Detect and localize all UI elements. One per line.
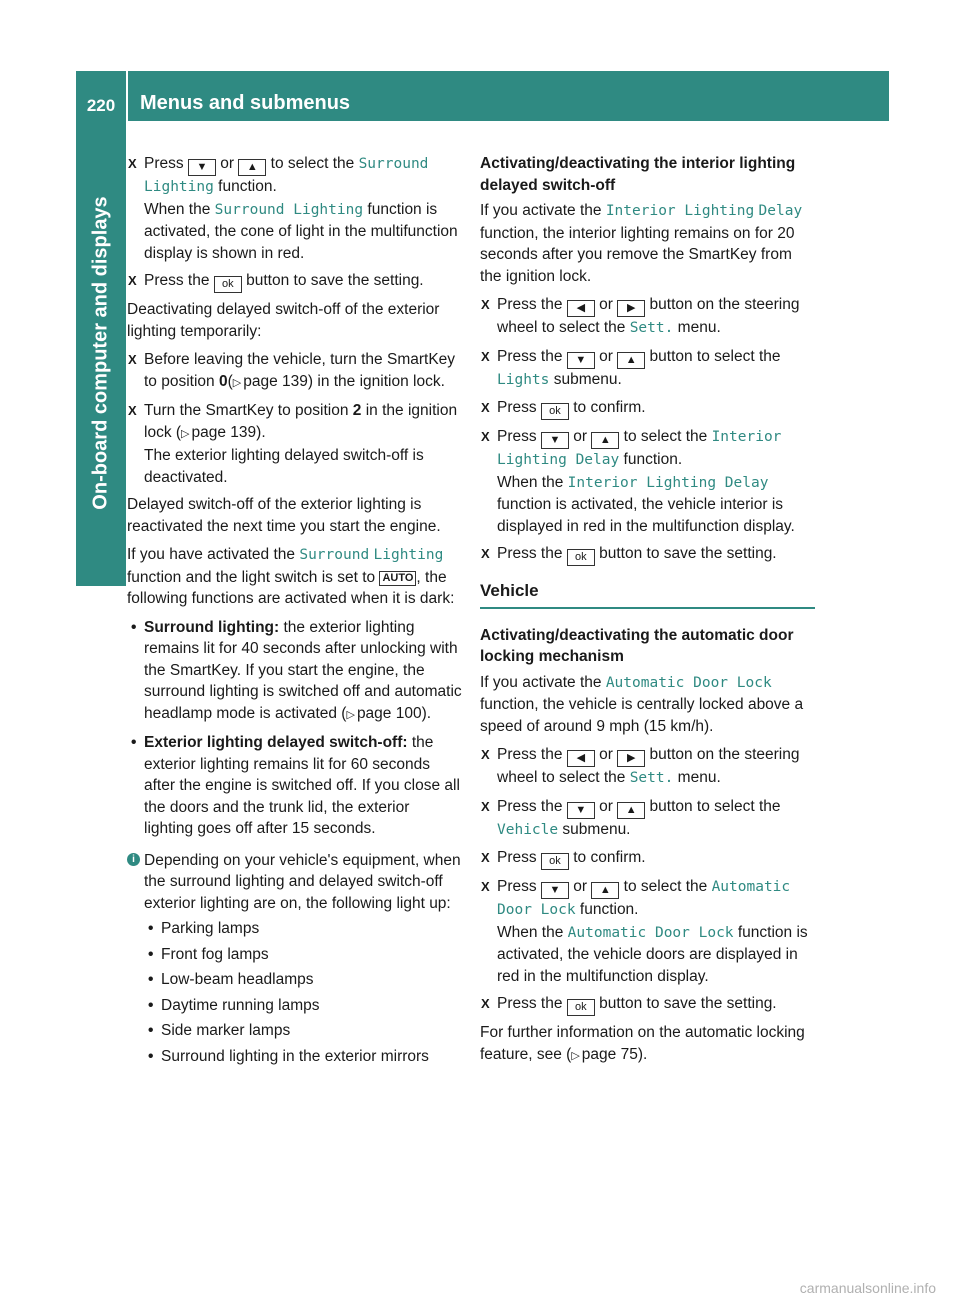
- step-select-sett: X Press the ◀ or ▶ button on the steering wheel to select the Sett. menu.: [480, 744, 815, 790]
- step-select-lights: X Press the ▼ or ▲ button to select the Lights submenu.: [480, 346, 815, 392]
- step-select-interior-delay: X Press ▼ or ▲ to select the Interior Lighting Delay function. When the Interior Lighting Delay function is activated, the vehicle interior is displayed in red in the multifunction display.: [480, 426, 815, 537]
- section-heading-door-lock: Activating/deactivating the automatic door locking mechanism: [480, 626, 794, 665]
- ok-button-icon: ok: [567, 999, 595, 1016]
- step-turn-key: X Turn the SmartKey to position 2 in the ignition lock (▷ page 139). The exterior lighting delayed switch-off is deactivated.: [127, 400, 462, 488]
- sidebar-label: On-board computer and displays: [89, 196, 112, 510]
- list-item: • Parking lamps: [144, 918, 462, 940]
- list-item: • Low-beam headlamps: [144, 969, 462, 991]
- menu-term: Interior Lighting Delay: [497, 429, 782, 468]
- down-arrow-icon: ▼: [567, 802, 595, 819]
- menu-term: Surround Lighting: [144, 156, 429, 195]
- list-item: • Daytime running lamps: [144, 995, 462, 1017]
- page-reference: ▷ page 139: [181, 424, 256, 441]
- paragraph: For further information on the automatic locking feature, see (▷ page 75).: [480, 1022, 815, 1067]
- menu-term: Automatic Door Lock: [605, 674, 772, 691]
- up-arrow-icon: ▲: [617, 352, 645, 369]
- page-number: 220: [76, 71, 126, 121]
- auto-switch-icon: AUTO: [379, 571, 416, 586]
- bullet-exterior-delayed: • Exterior lighting delayed switch-off: the exterior lighting remains lit for 60 seconds after the engine is switched off. If you close all the doors and the trunk lid, the exterior lighting goes off after 15 seconds.: [127, 732, 462, 840]
- step-save: X Press the ok button to save the setting.: [480, 543, 815, 566]
- up-arrow-icon: ▲: [617, 802, 645, 819]
- down-arrow-icon: ▼: [541, 882, 569, 899]
- info-note: i Depending on your vehicle's equipment, when the surround lighting and delayed switch-off exterior lighting are on, the following light up:: [127, 850, 462, 915]
- ok-button-icon: ok: [214, 276, 242, 293]
- menu-term: Surround Lighting: [214, 201, 364, 218]
- down-arrow-icon: ▼: [541, 432, 569, 449]
- step-save: X Press the ok button to save the setting.: [480, 993, 815, 1016]
- right-arrow-icon: ▶: [617, 300, 645, 317]
- ok-button-icon: ok: [541, 403, 569, 420]
- menu-term: Vehicle: [497, 821, 559, 838]
- watermark: carmanualsonline.info: [799, 1280, 936, 1296]
- menu-term: Sett.: [629, 320, 674, 336]
- step-select-door-lock: X Press ▼ or ▲ to select the Automatic Door Lock function. When the Automatic Door Lock function is activated, the vehicle doors are displayed in red in the multifunction display.: [480, 876, 815, 987]
- page-reference: ▷ page 139: [233, 373, 308, 390]
- menu-term: Sett.: [629, 770, 674, 786]
- step-confirm: X Press ok to confirm.: [480, 847, 815, 870]
- menu-term: Delay: [758, 203, 803, 219]
- left-column: [127, 153, 462, 1071]
- paragraph: If you activate the Interior Lighting Delay function, the interior lighting remains on for 20 seconds after you remove the SmartKey from the ignition lock.: [480, 202, 803, 285]
- menu-term: Lighting: [373, 547, 444, 563]
- ok-button-icon: ok: [567, 549, 595, 566]
- left-arrow-icon: ◀: [567, 300, 595, 317]
- menu-term: Lights: [497, 371, 550, 388]
- right-column: [480, 153, 815, 1074]
- bullet-surround-lighting: • Surround lighting: the exterior lighting remains lit for 40 seconds after unlocking with the SmartKey. If you start the engine, the surround lighting is switched off and automatic headlamp mode is activated (▷ page 100).: [127, 617, 462, 727]
- paragraph: Deactivating delayed switch-off of the exterior lighting temporarily:: [127, 301, 440, 340]
- page-reference: ▷ page 75: [571, 1046, 638, 1063]
- section-heading-interior: Activating/deactivating the interior lighting delayed switch-off: [480, 155, 796, 194]
- left-arrow-icon: ◀: [567, 750, 595, 767]
- up-arrow-icon: ▲: [591, 432, 619, 449]
- step-select-vehicle: X Press the ▼ or ▲ button to select the Vehicle submenu.: [480, 796, 815, 842]
- info-icon: i: [127, 853, 140, 866]
- up-arrow-icon: ▲: [591, 882, 619, 899]
- step-before-leaving: X Before leaving the vehicle, turn the SmartKey to position 0(▷ page 139) in the ignition lock.: [127, 349, 462, 394]
- paragraph: If you have activated the Surround Lighting function and the light switch is set to AUTO , the following functions are activated when it is dark:: [127, 546, 455, 607]
- step-confirm: X Press ok to confirm.: [480, 397, 815, 420]
- page-header: [76, 71, 889, 121]
- page-title: Menus and submenus: [128, 71, 889, 121]
- step-select-surround: X Press ▼ or ▲ to select the Surround Lighting function. When the Surround Lighting function is activated, the cone of light in the multifunction display is shown in red.: [127, 153, 462, 264]
- menu-term: Surround: [299, 547, 370, 563]
- sidebar: [76, 121, 126, 586]
- paragraph: If you activate the Automatic Door Lock function, the vehicle is centrally locked above a speed of around 9 mph (15 km/h).: [480, 673, 804, 735]
- lamp-list: [127, 918, 462, 1067]
- list-item: • Surround lighting in the exterior mirrors: [144, 1046, 462, 1068]
- up-arrow-icon: ▲: [238, 159, 266, 176]
- list-item: • Side marker lamps: [144, 1020, 462, 1042]
- menu-term: Interior Lighting: [605, 203, 755, 219]
- down-arrow-icon: ▼: [188, 159, 216, 176]
- section-title-vehicle: Vehicle: [480, 580, 815, 609]
- down-arrow-icon: ▼: [567, 352, 595, 369]
- paragraph: Delayed switch-off of the exterior lighting is reactivated the next time you start the engine.: [127, 496, 441, 535]
- menu-term: Automatic Door Lock: [567, 924, 734, 941]
- list-item: • Front fog lamps: [144, 944, 462, 966]
- menu-term: Interior Lighting Delay: [567, 474, 769, 491]
- page-reference: ▷ page 100: [346, 705, 421, 722]
- menu-term: Automatic Door Lock: [497, 879, 791, 918]
- step-save: X Press the ok button to save the setting.: [127, 270, 462, 293]
- step-select-sett: X Press the ◀ or ▶ button on the steering wheel to select the Sett. menu.: [480, 294, 815, 340]
- right-arrow-icon: ▶: [617, 750, 645, 767]
- ok-button-icon: ok: [541, 853, 569, 870]
